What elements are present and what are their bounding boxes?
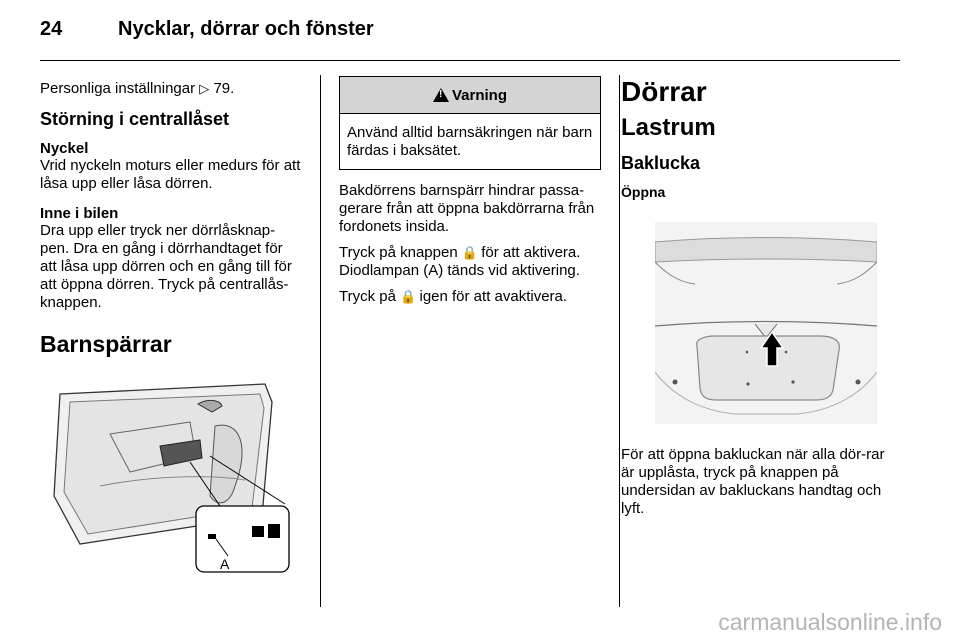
child-lock-paragraph-3 — [339, 288, 601, 306]
warning-text: Använd alltid barnsäkringen när barn färdas i baksätet. — [347, 124, 593, 159]
page-number: 24 — [40, 18, 63, 40]
door-figure — [40, 376, 300, 581]
page-header — [40, 18, 900, 48]
tailgate-figure — [655, 222, 877, 424]
warning-title: Varning — [451, 86, 507, 104]
p2-end: för att aktivera. Diodlampan (A) tänds vid aktivering. — [339, 244, 581, 279]
inside-title: Inne i bilen — [40, 205, 119, 222]
cargo-title: Lastrum — [621, 114, 716, 141]
tailgate-illustration — [655, 222, 877, 424]
column-2 — [339, 70, 601, 306]
ref-arrow-icon: ▷ — [199, 81, 210, 96]
warning-header — [340, 77, 600, 114]
column-3 — [621, 70, 900, 518]
warning-box — [339, 76, 601, 170]
child-lock-title: Barnspärrar — [40, 331, 172, 357]
column-1 — [40, 70, 302, 581]
p3-end: igen för att avaktivera. — [419, 288, 568, 305]
tailgate-title: Baklucka — [621, 153, 701, 173]
watermark: carmanualsonline.info — [718, 609, 942, 635]
doors-title: Dörrar — [621, 76, 707, 107]
p3-start: Tryck på — [339, 288, 396, 305]
child-lock-button-icon: 🔒 — [400, 289, 416, 304]
tailgate-text: För att öppna bakluckan när alla dör-rar är upplåsta, tryck på knappen på undersidan av bakluckans handtag och lyft. — [621, 446, 885, 517]
child-lock-paragraph-1: Bakdörrens barnspärr hindrar passa-gerare från att öppna bakdörrarna från fordonets insida. — [339, 182, 595, 235]
page-title: Nycklar, dörrar och fönster — [118, 18, 374, 40]
column-divider-2 — [619, 75, 620, 607]
figure-label-a: A — [220, 556, 230, 572]
door-illustration — [40, 376, 300, 581]
ref-page: 79. — [213, 80, 235, 97]
inside-text: Dra upp eller tryck ner dörrlåsknap-pen. Dra en gång i dörrhandtaget för att låsa upp dörren och en gång till för att öppna dörren. Tryck på centrallås-knappen. — [40, 222, 292, 311]
key-title: Nyckel — [40, 140, 89, 157]
open-title: Öppna — [621, 184, 666, 200]
ref-text: Personliga inställningar — [40, 80, 196, 97]
header-rule — [40, 60, 900, 61]
child-lock-button-icon: 🔒 — [461, 245, 478, 260]
p2-start: Tryck på knappen — [339, 244, 458, 261]
section-title: Störning i centrallåset — [40, 109, 230, 129]
column-divider-1 — [320, 75, 321, 607]
warning-icon — [433, 88, 449, 102]
child-lock-paragraph-2 — [339, 244, 601, 280]
key-text: Vrid nyckeln moturs eller medurs för att låsa upp eller låsa dörren. — [40, 157, 301, 192]
cross-reference — [40, 80, 302, 98]
